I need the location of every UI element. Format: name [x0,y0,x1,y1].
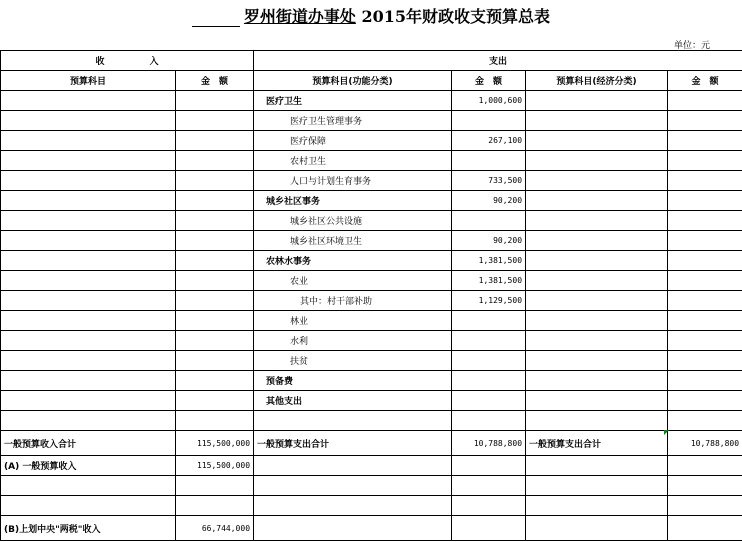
expense-econ-total-label: 一般预算支出合计 [526,431,668,456]
func-amount-cell: 1,000,600 [452,91,526,111]
func-item-cell: 医疗卫生 [254,91,452,111]
func-item-cell: 林业 [254,311,452,331]
econ-item-cell [526,211,668,231]
econ-item-header: 预算科目(经济分类) [526,71,668,91]
func-amount-cell [452,151,526,171]
func-item-cell: 城乡社区事务 [254,191,452,211]
income-amount-cell [176,151,254,171]
func-amount-cell [452,111,526,131]
econ-amount-cell [668,111,742,131]
func-amount-cell [452,411,526,431]
expense-econ-total-amount: 10,788,800 [668,431,742,456]
income-amount-cell [176,211,254,231]
func-item-cell: 预备费 [254,371,452,391]
econ-item-cell [526,391,668,411]
func-amount-cell [452,496,526,516]
func-amount-cell: 90,200 [452,191,526,211]
income-item-cell [1,211,176,231]
table-row [1,231,742,251]
econ-item-cell [526,516,668,541]
table-row [1,111,742,131]
income-item-cell [1,351,176,371]
func-amount-header: 金 额 [452,71,526,91]
econ-item-cell [526,131,668,151]
income-amount-cell [176,411,254,431]
econ-item-cell [526,476,668,496]
econ-amount-cell [668,271,742,291]
econ-item-cell [526,271,668,291]
income-item-cell [1,476,176,496]
econ-item-cell [526,291,668,311]
income-item-cell [1,371,176,391]
income-item-cell [1,91,176,111]
table-row [1,496,742,516]
income-amount-cell [176,476,254,496]
func-item-cell: 农村卫生 [254,151,452,171]
func-item-cell: 其中：村干部补助 [254,291,452,311]
econ-amount-cell [668,371,742,391]
income-item-cell [1,171,176,191]
income-amount-cell [176,371,254,391]
econ-item-cell [526,456,668,476]
econ-amount-cell [668,516,742,541]
table-row [1,371,742,391]
income-item-cell: (A) 一般预算收入 [1,456,176,476]
econ-item-cell [526,311,668,331]
income-amount-cell [176,271,254,291]
func-amount-cell [452,516,526,541]
func-amount-cell [452,371,526,391]
income-item-cell [1,231,176,251]
title-rest: 2015年财政收支预算总表 [361,7,551,26]
income-amount-cell [176,391,254,411]
func-item-cell: 水利 [254,331,452,351]
econ-amount-cell [668,191,742,211]
expense-func-total-amount: 10,788,800 [452,431,526,456]
func-item-cell: 农业 [254,271,452,291]
func-item-cell: 医疗保障 [254,131,452,151]
func-item-cell: 人口与计划生育事务 [254,171,452,191]
econ-item-cell [526,496,668,516]
income-total-label: 一般预算收入合计 [1,431,176,456]
expense-header: 支出 [254,51,742,71]
income-amount-cell [176,111,254,131]
func-amount-cell: 90,200 [452,231,526,251]
econ-amount-cell [668,91,742,111]
income-item-cell [1,496,176,516]
func-item-cell: 农林水事务 [254,251,452,271]
income-item-cell [1,131,176,151]
table-row [1,391,742,411]
income-amount-cell: 66,744,000 [176,516,254,541]
func-item-cell: 城乡社区环境卫生 [254,231,452,251]
expense-func-total-label: 一般预算支出合计 [254,431,452,456]
income-item-cell [1,331,176,351]
func-item-cell [254,496,452,516]
income-item-cell [1,151,176,171]
cell-comment-marker [664,430,669,435]
econ-amount-cell [668,131,742,151]
func-amount-cell [452,351,526,371]
func-amount-cell: 1,129,500 [452,291,526,311]
econ-item-cell [526,251,668,271]
func-item-cell [254,476,452,496]
func-item-cell [254,456,452,476]
func-amount-cell [452,476,526,496]
econ-amount-cell [668,351,742,371]
econ-item-cell [526,411,668,431]
econ-item-cell [526,191,668,211]
table-row [1,411,742,431]
income-amount-cell [176,291,254,311]
econ-amount-cell [668,331,742,351]
econ-amount-header: 金 额 [668,71,742,91]
econ-amount-cell [668,211,742,231]
func-amount-cell [452,391,526,411]
totals-row [1,431,742,456]
income-amount-cell [176,91,254,111]
econ-item-cell [526,371,668,391]
income-item-header: 预算科目 [1,71,176,91]
income-item-cell [1,311,176,331]
func-item-cell: 城乡社区公共设施 [254,211,452,231]
econ-item-cell [526,351,668,371]
income-item-cell [1,411,176,431]
income-amount-cell [176,496,254,516]
econ-amount-cell [668,311,742,331]
income-amount-cell [176,231,254,251]
income-amount-cell [176,131,254,151]
budget-table [0,50,742,541]
table-row [1,291,742,311]
func-item-cell [254,516,452,541]
func-item-cell: 其他支出 [254,391,452,411]
func-item-cell [254,411,452,431]
income-amount-cell [176,171,254,191]
econ-item-cell [526,151,668,171]
income-item-cell [1,271,176,291]
table-row [1,271,742,291]
econ-amount-cell [668,496,742,516]
func-amount-cell: 733,500 [452,171,526,191]
econ-item-cell [526,91,668,111]
table-row [1,91,742,111]
func-amount-cell: 1,381,500 [452,271,526,291]
func-amount-cell [452,211,526,231]
unit-label: 单位：元 [673,41,710,51]
income-item-cell [1,251,176,271]
econ-amount-cell [668,151,742,171]
title-underline [192,12,240,27]
table-row [1,131,742,151]
income-item-cell [1,291,176,311]
table-row [1,331,742,351]
table-row [1,211,742,231]
econ-item-cell [526,231,668,251]
income-item-cell: (B)上划中央"两税"收入 [1,516,176,541]
income-item-cell [1,191,176,211]
func-item-cell: 医疗卫生管理事务 [254,111,452,131]
income-amount-cell [176,351,254,371]
income-amount-cell [176,191,254,211]
econ-item-cell [526,171,668,191]
table-row [1,171,742,191]
econ-amount-cell [668,391,742,411]
econ-amount-cell [668,251,742,271]
income-amount-header: 金 额 [176,71,254,91]
econ-item-cell [526,111,668,131]
econ-amount-cell [668,456,742,476]
func-amount-cell [452,331,526,351]
func-amount-cell [452,456,526,476]
report-title [0,4,742,27]
func-amount-cell: 267,100 [452,131,526,151]
econ-item-cell [526,331,668,351]
func-item-cell: 扶贫 [254,351,452,371]
table-row [1,251,742,271]
econ-amount-cell [668,291,742,311]
table-row [1,311,742,331]
income-amount-cell [176,311,254,331]
func-item-header: 预算科目(功能分类) [254,71,452,91]
func-amount-cell: 1,381,500 [452,251,526,271]
income-header: 收 入 [1,51,254,71]
income-amount-cell: 115,500,000 [176,456,254,476]
table-row [1,191,742,211]
econ-amount-cell [668,476,742,496]
title-unit-name: 罗州街道办事处 [243,7,356,26]
income-item-cell [1,391,176,411]
table-row [1,456,742,476]
table-row [1,351,742,371]
econ-amount-cell [668,411,742,431]
income-total-amount: 115,500,000 [176,431,254,456]
econ-amount-cell [668,171,742,191]
income-amount-cell [176,331,254,351]
func-amount-cell [452,311,526,331]
income-item-cell [1,111,176,131]
table-row [1,151,742,171]
table-row [1,476,742,496]
income-amount-cell [176,251,254,271]
econ-amount-cell [668,231,742,251]
table-row [1,516,742,541]
